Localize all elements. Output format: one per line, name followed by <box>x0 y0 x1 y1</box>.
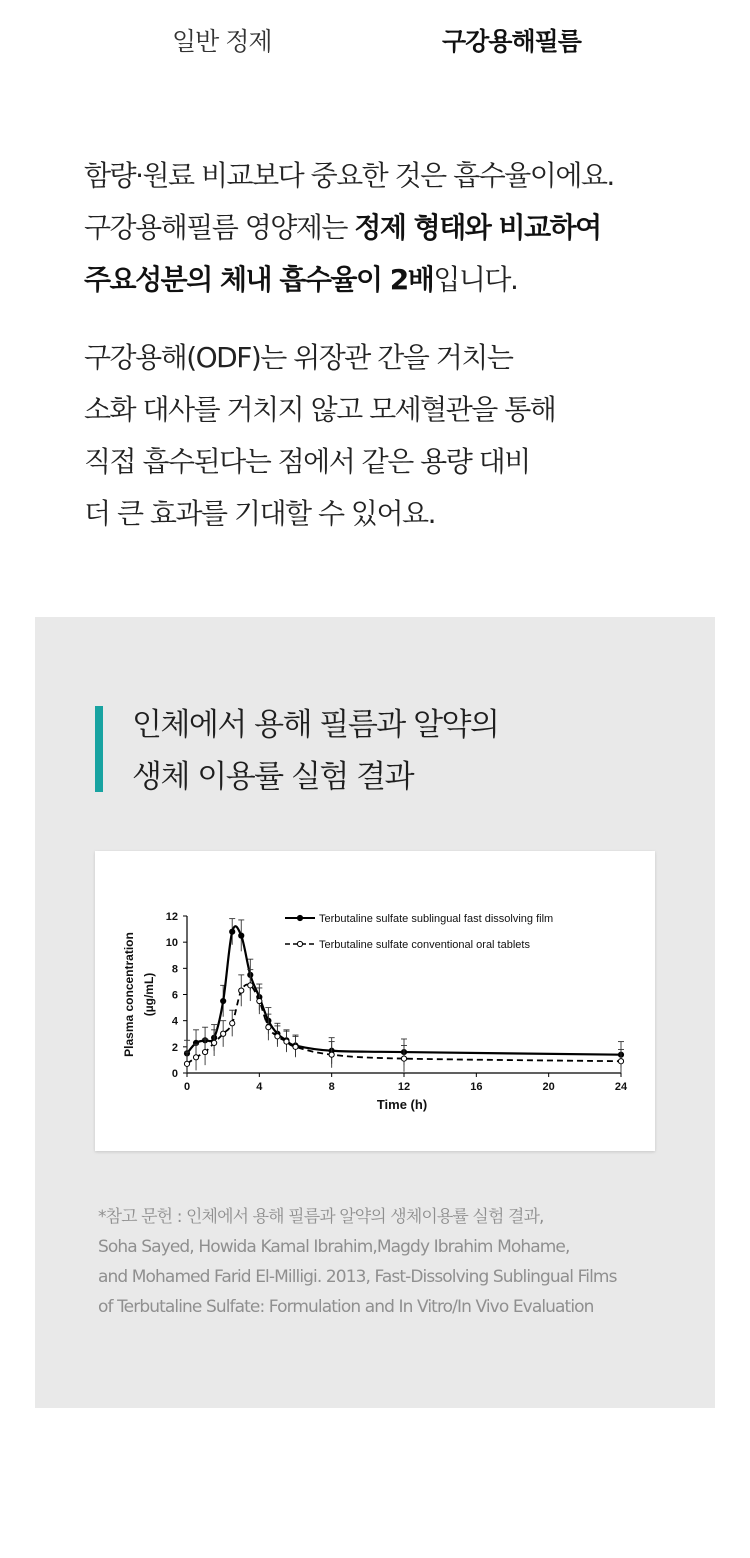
intro-line <box>84 202 704 254</box>
bioavailability-chart <box>95 851 655 1151</box>
y-tick-label: 8 <box>171 963 178 976</box>
reference-line: of Terbutaline Sulfate: Formulation and In Vitro/In Vivo Evaluation <box>98 1297 594 1317</box>
data-point-series-2 <box>618 1059 623 1064</box>
x-axis-label: Time (h) <box>376 1097 428 1112</box>
reference-text <box>98 1202 710 1322</box>
tab-regular-tablet[interactable]: 일반 정제 <box>172 27 272 56</box>
section-title <box>132 699 498 803</box>
data-point-series-1 <box>221 998 226 1003</box>
intro-emphasis: 정제 형태와 비교하여 <box>354 211 601 244</box>
data-point-series-2 <box>329 1052 334 1057</box>
x-tick-label: 20 <box>542 1081 555 1093</box>
legend-label-2: Terbutaline sulfate conventional oral tablets <box>319 939 530 951</box>
x-tick-label: 4 <box>256 1081 263 1093</box>
legend-marker-1 <box>297 915 302 920</box>
tab-oral-dissolving-film[interactable]: 구강용해필름 <box>442 27 581 56</box>
data-point-series-2 <box>212 1040 217 1045</box>
y-tick-label: 0 <box>171 1068 178 1080</box>
y-tick-label: 4 <box>171 1015 178 1028</box>
x-tick-label: 16 <box>470 1081 483 1093</box>
y-tick-label: 6 <box>171 989 178 1002</box>
intro-line: 직접 흡수된다는 점에서 같은 용량 대비 <box>84 445 530 478</box>
chart-svg <box>95 851 655 1151</box>
legend-marker-2 <box>297 941 302 946</box>
data-point-series-2 <box>275 1034 280 1039</box>
data-point-series-2 <box>284 1039 289 1044</box>
intro-text-span: 입니다. <box>433 263 518 296</box>
section-title-line: 생체 이용률 실험 결과 <box>132 759 414 795</box>
y-tick-label: 2 <box>171 1041 178 1054</box>
data-point-series-2 <box>230 1021 235 1026</box>
data-point-series-2 <box>248 983 253 988</box>
data-point-series-2 <box>257 998 262 1003</box>
intro-line: 구강용해(ODF)는 위장관 간을 거치는 <box>84 341 513 374</box>
intro-text-span: 구강용해필름 영양제는 <box>84 211 355 244</box>
section-title-line: 인체에서 용해 필름과 알약의 <box>132 707 499 743</box>
x-tick-label: 12 <box>397 1081 411 1093</box>
data-point-series-1 <box>239 933 244 938</box>
intro-line <box>84 254 704 306</box>
data-point-series-2 <box>221 1031 226 1036</box>
y-axis-unit: (µg/mL) <box>142 972 156 1017</box>
data-point-series-2 <box>202 1049 207 1054</box>
legend-label-1: Terbutaline sulfate sublingual fast dissolving film <box>319 913 554 925</box>
data-point-series-2 <box>401 1056 406 1061</box>
accent-bar <box>95 706 103 792</box>
data-point-series-2 <box>239 988 244 993</box>
reference-line: Soha Sayed, Howida Kamal Ibrahim,Magdy Ibrahim Mohame, <box>98 1237 570 1257</box>
intro-emphasis: 주요성분의 체내 흡수율이 2배 <box>84 263 434 296</box>
data-point-series-2 <box>293 1044 298 1049</box>
intro-line: 더 큰 효과를 기대할 수 있어요. <box>84 497 435 530</box>
study-panel <box>35 617 715 1408</box>
reference-line: *참고 문헌 : 인체에서 용해 필름과 알약의 생체이용률 실험 결과, <box>98 1207 544 1227</box>
y-tick-label: 12 <box>165 911 178 923</box>
intro-line: 소화 대사를 거치지 않고 모세혈관을 통해 <box>84 393 556 426</box>
x-tick-label: 24 <box>614 1081 628 1093</box>
data-point-series-2 <box>184 1061 189 1066</box>
data-point-series-2 <box>193 1055 198 1060</box>
y-tick-label: 10 <box>165 937 178 950</box>
reference-line: and Mohamed Farid El-Milligi. 2013, Fast-Dissolving Sublingual Films <box>98 1267 617 1287</box>
data-point-series-2 <box>266 1025 271 1030</box>
intro-line: 함량·원료 비교보다 중요한 것은 흡수율이에요. <box>84 159 614 192</box>
data-point-series-1 <box>230 929 235 934</box>
x-tick-label: 8 <box>328 1081 335 1093</box>
intro-text <box>84 150 704 540</box>
y-axis-label: Plasma concentration <box>122 932 136 1057</box>
x-tick-label: 0 <box>183 1081 191 1093</box>
product-type-tabs <box>0 0 750 84</box>
